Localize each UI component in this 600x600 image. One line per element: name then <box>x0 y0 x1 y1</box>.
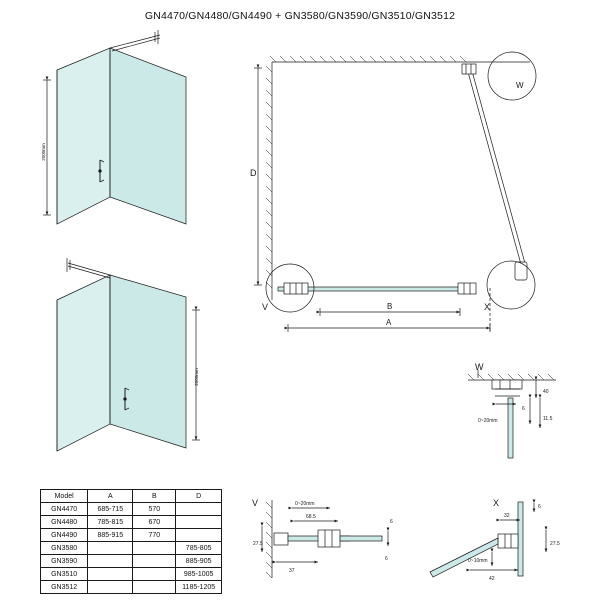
svg-text:0~20mm: 0~20mm <box>478 418 498 424</box>
svg-text:27.5: 27.5 <box>253 541 263 547</box>
table-header-b: B <box>133 490 176 503</box>
plan-dim-a: A <box>386 318 392 327</box>
cell-d <box>176 516 222 529</box>
table-row <box>41 581 222 594</box>
cell-d <box>176 503 222 516</box>
cell-model: GN3580 <box>41 542 88 555</box>
svg-text:27.5: 27.5 <box>550 541 560 547</box>
svg-text:6: 6 <box>522 406 525 412</box>
cell-a: 685-715 <box>88 503 133 516</box>
cell-model: GN4470 <box>41 503 88 516</box>
cell-b: 570 <box>133 503 176 516</box>
cell-a <box>88 568 133 581</box>
detail-w <box>468 370 556 458</box>
svg-text:0~20mm: 0~20mm <box>295 501 315 507</box>
cell-d: 1185-1205 <box>176 581 222 594</box>
detail-v <box>262 500 388 578</box>
table-row <box>41 529 222 542</box>
model-dimensions-table <box>40 489 222 594</box>
cell-model: GN4490 <box>41 529 88 542</box>
cell-d: 985-1005 <box>176 568 222 581</box>
table-header-a: A <box>88 490 133 503</box>
svg-text:2000mm: 2000mm <box>41 143 46 161</box>
table-header-d: D <box>176 490 222 503</box>
cell-a <box>88 581 133 594</box>
plan-dim-b: B <box>387 302 393 311</box>
cell-model: GN3510 <box>41 568 88 581</box>
detail-w-label: W <box>475 362 484 372</box>
svg-text:6: 6 <box>390 519 393 525</box>
cell-d <box>176 529 222 542</box>
svg-text:0~10mm: 0~10mm <box>468 558 488 564</box>
svg-text:68.5: 68.5 <box>306 514 316 520</box>
cell-model: GN3512 <box>41 581 88 594</box>
callout-w-label: W <box>516 81 524 90</box>
svg-text:32: 32 <box>504 513 510 519</box>
plan-dim-d: D <box>250 168 257 178</box>
cell-a <box>88 555 133 568</box>
detail-x-label: X <box>493 498 500 508</box>
svg-text:40: 40 <box>543 389 549 395</box>
plan-view <box>254 52 536 332</box>
table-row <box>41 516 222 529</box>
perspective-view-left-hinge <box>41 30 186 224</box>
svg-text:2000mm: 2000mm <box>194 368 199 386</box>
cell-a: 785-815 <box>88 516 133 529</box>
table-row <box>41 555 222 568</box>
cell-b: 770 <box>133 529 176 542</box>
detail-x <box>430 502 546 577</box>
cell-model: GN3590 <box>41 555 88 568</box>
cell-b <box>133 542 176 555</box>
detail-v-label: V <box>252 498 259 508</box>
cell-b: 670 <box>133 516 176 529</box>
table-row <box>41 568 222 581</box>
cell-model: GN4480 <box>41 516 88 529</box>
svg-text:42: 42 <box>489 576 495 582</box>
svg-text:6: 6 <box>538 504 541 510</box>
cell-d: 785-805 <box>176 542 222 555</box>
svg-text:37: 37 <box>289 568 295 574</box>
callout-v-label: V <box>262 302 269 312</box>
table-header-model: Model <box>41 490 88 503</box>
page-title: GN4470/GN4480/GN4490 + GN3580/GN3590/GN3510/GN3512 <box>144 10 456 22</box>
svg-text:11.5: 11.5 <box>543 416 553 422</box>
svg-text:6: 6 <box>385 556 388 562</box>
table-row <box>41 542 222 555</box>
cell-a <box>88 542 133 555</box>
table-row <box>41 503 222 516</box>
callout-x-label: X <box>484 302 491 312</box>
cell-b <box>133 555 176 568</box>
cell-d: 885-905 <box>176 555 222 568</box>
cell-a: 885-915 <box>88 529 133 542</box>
cell-b <box>133 581 176 594</box>
table-header-row <box>41 490 222 503</box>
cell-b <box>133 568 176 581</box>
perspective-view-right-hinge <box>57 258 200 451</box>
